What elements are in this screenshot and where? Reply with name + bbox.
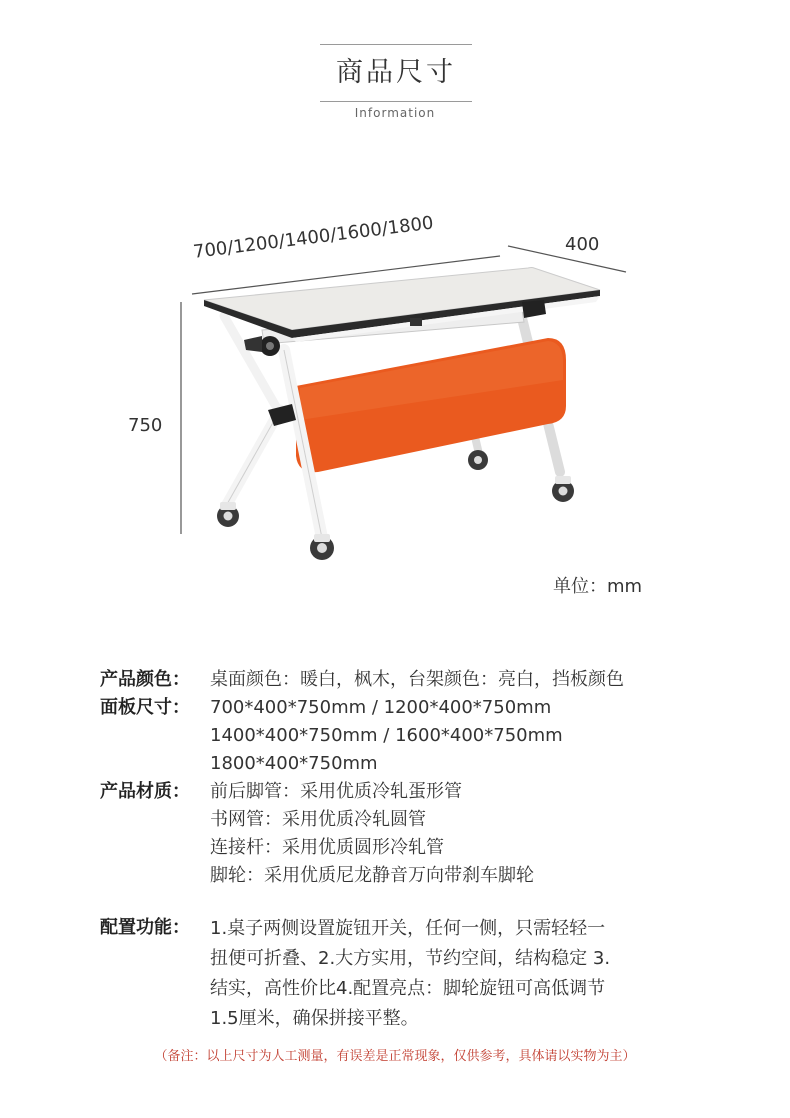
spec-line: 1400*400*750mm / 1600*400*750mm [210,725,563,746]
spec-row-material [100,778,720,890]
caster-back-left [468,450,488,470]
spec-list [100,666,720,1034]
section-title: 商品尺寸 [320,44,472,102]
spec-line: 前后脚管：采用优质冷轧蛋形管 [210,781,462,802]
caster-back-right [552,476,574,502]
spec-values-material [210,778,720,890]
spec-label-size: 面板尺寸： [100,697,190,718]
spec-line: 700*400*750mm / 1200*400*750mm [210,697,552,718]
width-dimension-label: 700/1200/1400/1600/1800 [192,212,435,263]
section-subtitle: Information [354,106,436,120]
disclaimer-note: （备注：以上尺寸为人工测量，有误差是正常现象，仅供参考，具体请以实物为主） [154,1049,636,1064]
spec-label-function: 配置功能： [100,917,190,938]
section-header [0,40,790,130]
spec-line: 书网管：采用优质冷轧圆管 [210,809,426,830]
spec-line: 扭便可折叠、2.大方实用，节约空间，结构稳定 3. [210,948,611,969]
dimension-diagram [0,210,790,590]
unit-label: 单位：mm [553,576,643,597]
caster-front-left [217,502,239,527]
spec-values-color [210,666,720,694]
height-dimension-label: 750 [128,415,163,436]
caster-front-right [310,534,334,560]
folding-table-illustration [0,210,790,590]
spec-row-function [100,914,720,1034]
spec-line: 1800*400*750mm [210,753,378,774]
spec-label-color: 产品颜色： [100,669,190,690]
spec-line: 桌面颜色：暖白，枫木，台架颜色：亮白，挡板颜色 [210,669,624,690]
spec-line: 1.5厘米，确保拼接平整。 [210,1008,419,1029]
spec-line: 脚轮：采用优质尼龙静音万向带刹车脚轮 [210,865,534,886]
spec-line: 连接杆：采用优质圆形冷轧管 [210,837,444,858]
spec-row-color [100,666,720,694]
spec-row-size [100,694,720,778]
spec-line: 1.桌子两侧设置旋钮开关，任何一侧，只需轻轻一 [210,918,606,939]
spec-line: 结实，高性价比4.配置亮点：脚轮旋钮可高低调节 [210,978,606,999]
right-bracket [522,300,546,318]
spec-values-size [210,694,720,778]
spec-label-material: 产品材质： [100,781,190,802]
depth-dimension-label: 400 [565,234,600,255]
spec-values-function [210,914,720,1034]
